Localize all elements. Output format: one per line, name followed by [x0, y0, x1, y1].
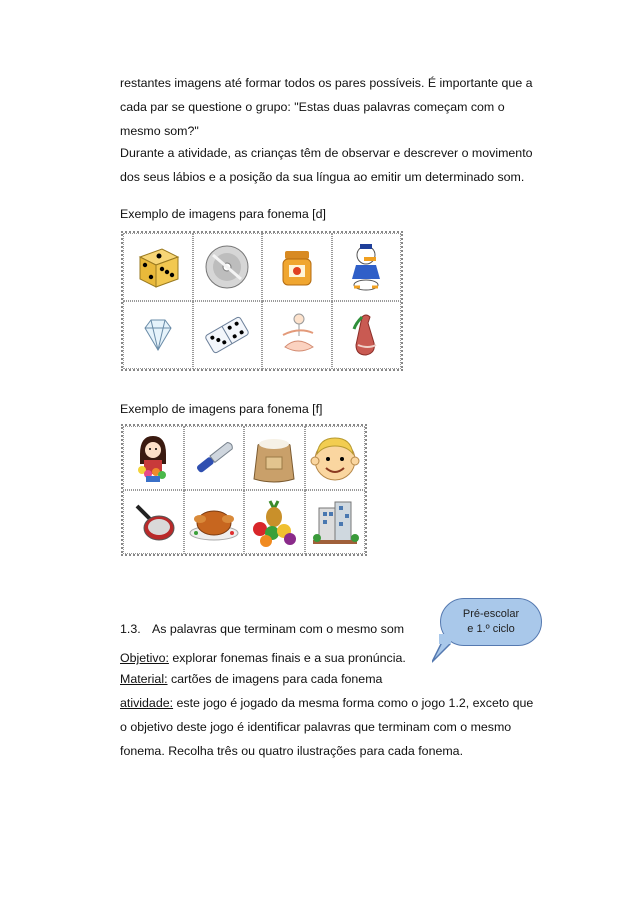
- roast-chicken-icon: [184, 490, 245, 554]
- fruit-basket-icon: [244, 490, 305, 554]
- material-line: [120, 667, 546, 691]
- section-number: 1.3.: [120, 622, 141, 636]
- level-badge-line: Pré-escolar: [462, 608, 520, 620]
- level-badge-line: e 1.º ciclo: [467, 623, 515, 635]
- knife-icon: [184, 426, 245, 490]
- section-heading: [120, 622, 404, 636]
- activity-text: este jogo é jogado da mesma forma como o jogo 1.2, exceto que: [173, 696, 534, 710]
- frying-pan-icon: [123, 490, 184, 554]
- donald-duck-icon: [332, 233, 402, 301]
- face-icon: [305, 426, 366, 490]
- cd-disc-icon: [193, 233, 263, 301]
- level-badge: [440, 598, 542, 646]
- objective-label: Objetivo:: [120, 651, 169, 665]
- activity-line: o objetivo deste jogo é identificar palavras que terminam com o mesmo: [120, 720, 512, 734]
- example-d-caption: Exemplo de imagens para fonema [d]: [120, 207, 326, 221]
- example-f-image-grid: [121, 424, 367, 556]
- bubble-tail-joint: [439, 634, 451, 644]
- material-text: cartões de imagens para cada fonema: [167, 672, 383, 686]
- material-label: Material:: [120, 672, 168, 686]
- section-title: As palavras que terminam com o mesmo som: [152, 622, 405, 636]
- activity-line: [120, 691, 546, 715]
- activity-line: fonema. Recolha três ou quatro ilustrações para cada fonema.: [120, 744, 464, 758]
- intro-line: Durante a atividade, as crianças têm de observar e descrever o movimento: [120, 146, 533, 160]
- domino-icon: [193, 301, 263, 369]
- intro-line: restantes imagens até formar todos os pares possíveis. É importante que a: [120, 76, 533, 90]
- flour-sack-icon: [244, 426, 305, 490]
- jam-jar-icon: [262, 233, 332, 301]
- factory-building-icon: [305, 490, 366, 554]
- diamond-icon: [123, 301, 193, 369]
- intro-line: mesmo som?": [120, 124, 199, 138]
- intro-line: dos seus lábios e a posição da sua língua ao emitir um determinado som.: [120, 170, 525, 184]
- objective-text: explorar fonemas finais e a sua pronúncia.: [168, 651, 406, 665]
- intro-line: cada par se questione o grupo: "Estas duas palavras começam com o: [120, 100, 505, 114]
- example-d-image-grid: [121, 231, 403, 371]
- example-f-caption: Exemplo de imagens para fonema [f]: [120, 402, 323, 416]
- dice-icon: [123, 233, 193, 301]
- glove-icon: [332, 301, 402, 369]
- girl-with-flowers-icon: [123, 426, 184, 490]
- activity-label: atividade:: [120, 696, 174, 710]
- dancer-icon: [262, 301, 332, 369]
